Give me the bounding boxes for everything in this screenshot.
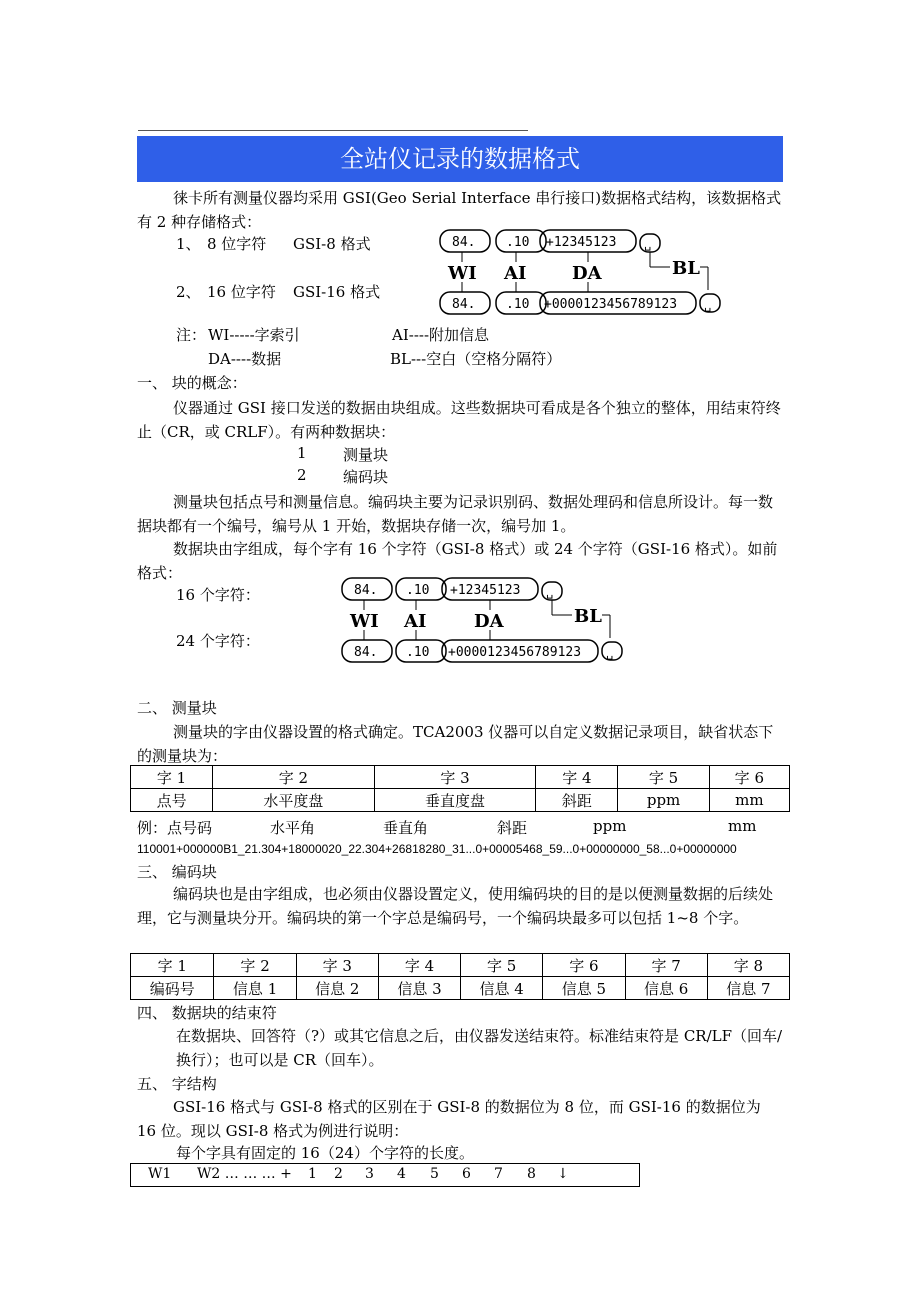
- cb-header: 字 3: [296, 954, 378, 977]
- mb-cell: 斜距: [536, 789, 618, 812]
- section-1-p2: 测量块包括点号和测量信息。编码块主要为记录识别码、数据处理码和信息所设计。每一数据块都有一个编号，编号从 1 开始，数据块存储一次，编号加 1。: [137, 493, 774, 535]
- section-4-p1: 在数据块、回答符（?）或其它信息之后，由仪器发送结束符。标准结束符是 CR/LF（回车/换行）；也可以是 CR（回车）。: [176, 1027, 783, 1069]
- da-value-16: +0000123456789123: [544, 297, 678, 312]
- section-4-heading: 四、 数据块的结束符: [137, 1004, 277, 1022]
- svg-text:␣: ␣: [546, 585, 554, 599]
- cb-header: 字 5: [461, 954, 543, 977]
- note-da: DA----数据: [208, 350, 282, 368]
- example-col: 水平角: [270, 819, 316, 837]
- code-block-table: [130, 953, 790, 1000]
- da-label: DA: [572, 263, 602, 284]
- format-1-name: GSI-8 格式: [293, 235, 371, 253]
- list-item-1-num: 1: [297, 444, 307, 462]
- bl-label: BL: [672, 258, 700, 279]
- mb-cell: 垂直度盘: [374, 789, 536, 812]
- page-title: 全站仪记录的数据格式: [137, 136, 783, 182]
- list-item-1-text: 测量块: [343, 446, 389, 464]
- example-col: mm: [728, 817, 757, 835]
- svg-text:DA: DA: [474, 611, 504, 632]
- ws-cell: 3: [365, 1166, 374, 1182]
- cb-header: 字 7: [625, 954, 707, 977]
- ws-cell: 4: [397, 1166, 406, 1182]
- section-5-p1: GSI-16 格式与 GSI-8 格式的区别在于 GSI-8 的数据位为 8 位，而 GSI-16 的数据位为 16 位。现以 GSI-8 格式为例进行说明：: [137, 1098, 761, 1140]
- mb-header: 字 6: [709, 766, 789, 789]
- ws-cell: 1: [308, 1166, 317, 1182]
- ws-cell: 2: [334, 1166, 343, 1182]
- wi-label: WI: [448, 263, 477, 284]
- cb-cell: 信息 1: [214, 977, 296, 1000]
- space-symbol-16: ␣: [704, 298, 712, 312]
- ws-cell: 7: [494, 1166, 503, 1182]
- ws-cell: 5: [430, 1166, 439, 1182]
- svg-text:AI: AI: [404, 611, 427, 632]
- section-3-heading: 三、 编码块: [137, 863, 217, 881]
- format-2-name: GSI-16 格式: [293, 283, 381, 301]
- cb-cell: 信息 4: [461, 977, 543, 1000]
- ws-cell: 6: [462, 1166, 471, 1182]
- chars-24-label: 24 个字符：: [176, 632, 260, 650]
- svg-text:BL: BL: [574, 606, 602, 627]
- cb-header: 字 4: [378, 954, 460, 977]
- ai-label: AI: [504, 263, 527, 284]
- note-ai: AI----附加信息: [392, 326, 490, 344]
- cb-cell: 编码号: [131, 977, 214, 1000]
- cb-header: 字 8: [707, 954, 789, 977]
- section-2-p1: 测量块的字由仪器设置的格式确定。TCA2003 仪器可以自定义数据记录项目，缺省状态下的测量块为：: [137, 723, 774, 765]
- da-value-8: +12345123: [546, 235, 617, 250]
- svg-text:.10: .10: [406, 583, 430, 598]
- section-5-p2: 每个字具有固定的 16（24）个字符的长度。: [176, 1144, 474, 1162]
- svg-text:+12345123: +12345123: [450, 583, 521, 598]
- example-data: 110001+000000B1_21.304+18000020_22.304+26818280_31...0+00005468_59...0+00000000_58...0+00000000: [137, 842, 737, 856]
- note-wi: WI-----字索引: [208, 326, 300, 344]
- format-1-num: 1、: [176, 235, 201, 253]
- list-item-2-num: 2: [297, 466, 307, 484]
- example-col: ppm: [593, 817, 627, 835]
- cb-cell: 信息 2: [296, 977, 378, 1000]
- section-5-heading: 五、 字结构: [137, 1075, 217, 1093]
- wi-value-8: 84.: [452, 235, 476, 250]
- format-1-chars: 8 位字符: [207, 235, 267, 253]
- cb-header: 字 1: [131, 954, 214, 977]
- gsi-diagram-1: [430, 222, 730, 322]
- mb-header: 字 2: [213, 766, 375, 789]
- example-col: 垂直角: [383, 819, 429, 837]
- example-col: 斜距: [497, 819, 528, 837]
- notes-prefix: 注：: [176, 326, 207, 344]
- space-symbol-8: ␣: [644, 237, 652, 251]
- mb-header: 字 3: [374, 766, 536, 789]
- section-3-p1: 编码块也是由字组成，也必须由仪器设置定义，使用编码块的目的是以便测量数据的后续处理，它与测量块分开。编码块的第一个字总是编码号，一个编码块最多可以包括 1~8 个字。: [137, 885, 774, 927]
- chars-16-label: 16 个字符：: [176, 586, 260, 604]
- ws-cell: 8: [527, 1166, 536, 1182]
- svg-text:84.: 84.: [354, 583, 378, 598]
- cb-cell: 信息 5: [543, 977, 625, 1000]
- cb-cell: 信息 6: [625, 977, 707, 1000]
- mb-cell: mm: [709, 789, 789, 812]
- intro-paragraph: 徕卡所有测量仪器均采用 GSI(Geo Serial Interface 串行接口)数据格式结构，该数据格式有 2 种存储格式：: [137, 189, 782, 231]
- mb-header: 字 1: [131, 766, 213, 789]
- cb-cell: 信息 7: [707, 977, 789, 1000]
- ws-cell: W1: [148, 1166, 172, 1182]
- gsi-diagram-2: [332, 570, 632, 670]
- format-2-num: 2、: [176, 283, 201, 301]
- down-arrow-icon: ↓: [557, 1166, 569, 1182]
- svg-text:.10: .10: [406, 645, 430, 660]
- ai-value-8: .10: [506, 235, 530, 250]
- svg-text:␣: ␣: [606, 646, 614, 660]
- ws-cell: W2 … … … +: [197, 1166, 292, 1182]
- list-item-2-text: 编码块: [343, 468, 389, 486]
- section-1-heading: 一、 块的概念：: [137, 374, 247, 392]
- svg-text:WI: WI: [350, 611, 379, 632]
- wi-value-16: 84.: [452, 297, 476, 312]
- header-rule: [138, 130, 528, 131]
- example-label: 例：点号码: [137, 819, 213, 837]
- mb-cell: 水平度盘: [213, 789, 375, 812]
- section-1-p1: 仪器通过 GSI 接口发送的数据由块组成。这些数据块可看成是各个独立的整体，用结束符终止（CR，或 CRLF）。有两种数据块：: [137, 399, 781, 441]
- ai-value-16: .10: [506, 297, 530, 312]
- cb-header: 字 2: [214, 954, 296, 977]
- svg-text:+0000123456789123: +0000123456789123: [448, 645, 582, 660]
- mb-cell: 点号: [131, 789, 213, 812]
- word-structure-row: [130, 1163, 640, 1187]
- mb-header: 字 5: [618, 766, 709, 789]
- mb-cell: ppm: [618, 789, 709, 812]
- cb-cell: 信息 3: [378, 977, 460, 1000]
- svg-text:84.: 84.: [354, 645, 378, 660]
- cb-header: 字 6: [543, 954, 625, 977]
- section-1-p3: 数据块由字组成，每个字有 16 个字符（GSI-8 格式）或 24 个字符（GSI-16 格式）。如前格式：: [137, 540, 778, 582]
- section-2-heading: 二、 测量块: [137, 699, 217, 717]
- note-bl: BL---空白（空格分隔符）: [390, 350, 562, 368]
- mb-header: 字 4: [536, 766, 618, 789]
- format-2-chars: 16 位字符: [207, 283, 276, 301]
- measurement-block-table: [130, 765, 790, 812]
